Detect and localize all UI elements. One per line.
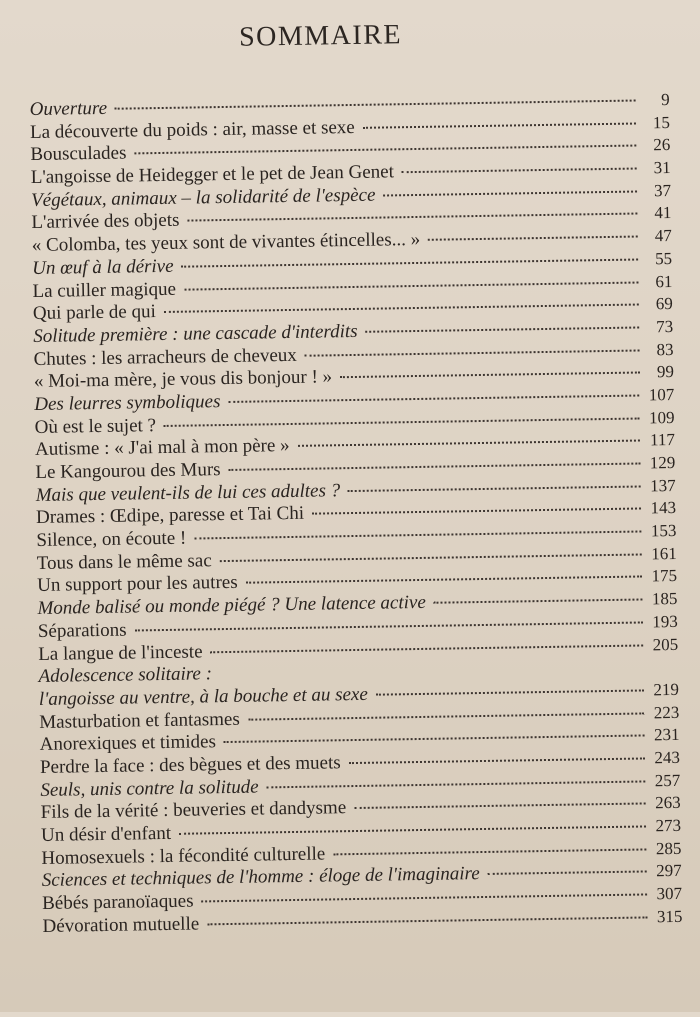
dot-leader	[305, 349, 640, 356]
toc-entry-title: Un œuf à la dérive	[32, 256, 174, 281]
toc-page-number: 223	[654, 701, 680, 724]
toc-page-number: 129	[650, 452, 676, 475]
toc-entry-title: Autisme : « J'ai mal à mon père »	[35, 435, 290, 462]
toc-entry-title: Monde balisé ou monde piégé ? Une latence active	[37, 592, 426, 621]
toc-entry-title: Bousculades	[30, 143, 126, 167]
dot-leader	[428, 236, 638, 241]
page-title: SOMMAIRE	[0, 15, 640, 57]
toc-entry-title: L'angoisse de Heidegger et le pet de Jean Genet	[31, 161, 395, 189]
toc-entry-title: Qui parle de qui	[33, 301, 156, 326]
toc-entry-title: Masturbation et fantasmes	[39, 708, 240, 734]
dot-leader	[228, 394, 638, 402]
toc-page-number: 9	[645, 89, 669, 112]
toc-entry-title: Seuls, unis contre la solitude	[40, 776, 259, 802]
toc-page-number: 315	[657, 906, 683, 929]
dot-leader	[434, 599, 642, 604]
toc-entry-title: Drames : Œdipe, paresse et Tai Chi	[36, 503, 304, 530]
toc-entry-title: Silence, on écoute !	[36, 528, 186, 553]
dot-leader	[211, 644, 643, 653]
toc-page-number: 107	[649, 384, 675, 407]
toc-page-number: 297	[656, 860, 682, 883]
toc-entry-title: Solitude première : une cascade d'interdits	[33, 321, 358, 349]
toc-entry-title: La langue de l'inceste	[38, 641, 203, 666]
toc-page-number: 83	[649, 339, 673, 362]
dot-leader	[349, 757, 645, 764]
toc-entry-title: Chutes : les arracheurs de cheveux	[33, 344, 297, 371]
dot-leader	[402, 168, 637, 174]
dot-leader	[224, 735, 644, 744]
toc-page-number: 26	[646, 134, 670, 157]
toc-entry-title: Fils de la vérité : beuveries et dandysme	[41, 797, 347, 824]
toc-page-number: 231	[654, 724, 680, 747]
toc-page-number: 137	[650, 475, 676, 498]
dot-leader	[298, 440, 641, 447]
dot-leader	[164, 304, 639, 313]
toc-entry-title: Dévoration mutuelle	[42, 913, 199, 938]
toc-entry-title: Ouverture	[30, 98, 108, 122]
toc-page-number: 185	[652, 588, 678, 611]
dot-leader	[333, 848, 646, 855]
dot-leader	[187, 213, 637, 222]
toc-entry-title: Tous dans le même sac	[37, 550, 212, 575]
toc-entry-title: Séparations	[38, 619, 127, 643]
toc-page-number: 31	[647, 157, 671, 180]
toc-entry-title: Un support pour les autres	[37, 572, 238, 598]
toc-entry-title: Perdre la face : des bègues et des muets	[40, 752, 341, 779]
dot-leader	[376, 689, 644, 695]
toc-page-number: 263	[655, 792, 681, 815]
dot-leader	[184, 281, 638, 290]
toc-entry-title: La découverte du poids : air, masse et sexe	[30, 117, 355, 145]
dot-leader	[229, 463, 640, 471]
toc-entry-title: Sciences et techniques de l'homme : éloge de l'imaginaire	[42, 863, 480, 893]
toc-entry-title: Des leurres symboliques	[34, 391, 220, 417]
toc-entry-title: l'angoisse au ventre, à la bouche et au sexe	[39, 684, 368, 712]
toc-page-number: 161	[651, 543, 677, 566]
dot-leader	[134, 145, 636, 155]
toc-page-number: 15	[646, 112, 670, 135]
table-of-contents	[30, 89, 683, 938]
dot-leader	[363, 122, 636, 128]
toc-page-number: 61	[648, 270, 672, 293]
toc-entry-title: Bébés paranoïaques	[42, 891, 194, 916]
dot-leader	[488, 871, 647, 875]
toc-page-number: 143	[650, 497, 676, 520]
toc-entry-title: Anorexiques et timides	[39, 731, 216, 756]
toc-page-number: 153	[651, 520, 677, 543]
dot-leader	[194, 531, 641, 540]
dot-leader	[354, 803, 645, 810]
toc-page-number: 117	[650, 429, 675, 452]
dot-leader	[348, 485, 640, 492]
dot-leader	[366, 326, 640, 332]
toc-entry-title: « Moi-ma mère, je vous dis bonjour ! »	[34, 367, 332, 394]
toc-entry-title: Mais que veulent-ils de lui ces adultes ?	[36, 480, 341, 507]
dot-leader	[179, 825, 645, 834]
toc-entry-title: Adolescence solitaire :	[38, 663, 212, 688]
toc-page-number: 193	[652, 611, 678, 634]
toc-page-number: 109	[649, 407, 675, 430]
toc-page-number: 55	[648, 248, 672, 271]
toc-entry-title: Le Kangourou des Murs	[35, 459, 221, 485]
toc-entry-title: L'arrivée des objets	[31, 210, 179, 235]
toc-page-number: 285	[656, 838, 682, 861]
toc-page-number: 37	[647, 180, 671, 203]
toc-entry-title: La cuiller magique	[32, 278, 176, 303]
toc-page-number: 307	[656, 883, 682, 906]
toc-page-number: 99	[650, 361, 674, 384]
toc-entry-title: Où est le sujet ?	[35, 415, 157, 440]
dot-leader	[383, 190, 637, 196]
dot-leader	[115, 100, 636, 110]
dot-leader	[220, 669, 645, 676]
toc-page-number: 219	[653, 679, 679, 702]
toc-entry-title: Végétaux, animaux – la solidarité de l'espèce	[31, 184, 376, 212]
dot-leader	[135, 621, 643, 631]
dot-leader	[220, 553, 642, 562]
toc-page-number: 175	[651, 565, 677, 588]
dot-leader	[182, 258, 639, 267]
toc-entry-title: Homosexuels : la fécondité culturelle	[41, 843, 325, 870]
toc-page-number: 69	[649, 293, 673, 316]
dot-leader	[340, 372, 640, 379]
dot-leader	[207, 916, 647, 925]
toc-page-number: 205	[652, 633, 678, 656]
dot-leader	[312, 508, 641, 515]
dot-leader	[248, 712, 644, 720]
toc-page-number: 273	[655, 815, 681, 838]
toc-page-number: 73	[649, 316, 673, 339]
dot-leader	[246, 576, 642, 584]
toc-page-number: 257	[655, 770, 681, 793]
toc-page-number: 41	[647, 202, 671, 225]
toc-page-number: 243	[654, 747, 680, 770]
toc-entry-title: « Colomba, tes yeux sont de vivantes étincelles... »	[32, 229, 421, 258]
toc-entry-title: Un désir d'enfant	[41, 823, 171, 848]
toc-page-number: 47	[648, 225, 672, 248]
dot-leader	[164, 417, 639, 426]
dot-leader	[267, 780, 645, 788]
dot-leader	[202, 894, 647, 903]
